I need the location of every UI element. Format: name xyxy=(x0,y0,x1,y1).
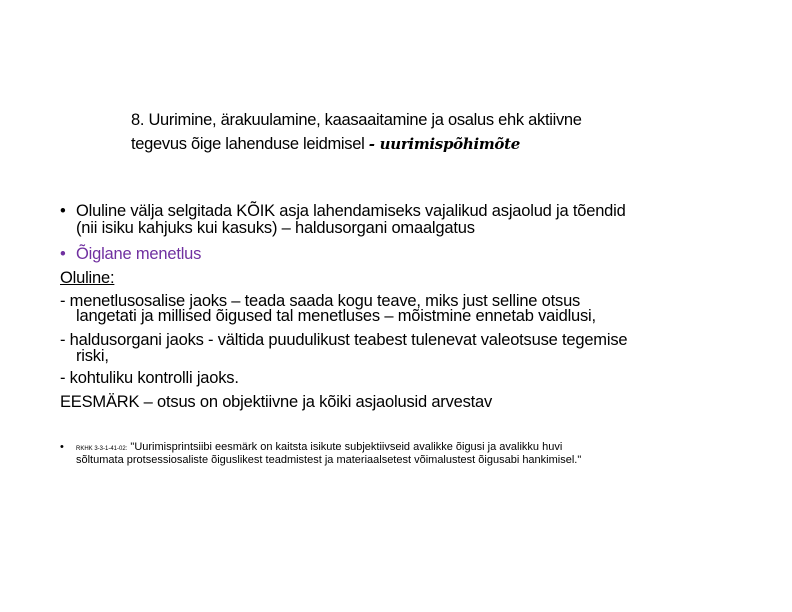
item-2-line-1: - haldusorgani jaoks - vältida puudulikust teabest tulenevat valeotsuse tegemise xyxy=(60,331,628,349)
item-1-line-2: langetati ja millised õigused tal menetluses – mõistmine ennetab vaidlusi, xyxy=(76,307,596,325)
footnote-reference: RKHK 3-3-1-41-02: xyxy=(76,446,128,452)
slide-title xyxy=(131,108,691,156)
title-line-2 xyxy=(131,132,691,156)
item-2-line-2: riski, xyxy=(76,347,109,365)
bullet-2-symbol: • xyxy=(60,245,66,263)
footnote-quote-1: "Uurimisprintsiibi eesmärk on kaitsta isikute subjektiivseid avalikke õigusi ja avalikku huvi xyxy=(127,441,563,453)
title-motto: - uurimispõhimõte xyxy=(368,135,520,153)
bullet-1-symbol: • xyxy=(60,202,66,220)
goal-statement: EESMÄRK – otsus on objektiivne ja kõiki asjaolusid arvestav xyxy=(60,393,493,411)
footnote-bullet: • xyxy=(60,441,64,453)
oluline-heading: Oluline: xyxy=(60,269,115,287)
bullet-2-text: Õiglane menetlus xyxy=(76,245,202,263)
title-line-2-text: tegevus õige lahenduse leidmisel xyxy=(131,135,369,153)
item-1-line-1: - menetlusosalise jaoks – teada saada kogu teave, miks just selline otsus xyxy=(60,292,581,310)
bullet-1-line-1: Oluline välja selgitada KÕIK asja lahendamiseks vajalikud asjaolud ja tõendid xyxy=(76,202,626,220)
bullet-1-line-2: (nii isiku kahjuks kui kasuks) – haldusorgani omaalgatus xyxy=(76,219,475,237)
title-line-1: 8. Uurimine, ärakuulamine, kaasaaitamine ja osalus ehk aktiivne xyxy=(131,111,582,129)
item-3: - kohtuliku kontrolli jaoks. xyxy=(60,369,239,387)
footnote-line-2: sõltumata protsessiosaliste õiguslikest teadmistest ja materiaalsetest võimalustest õigusabi hankimisel." xyxy=(76,454,582,466)
